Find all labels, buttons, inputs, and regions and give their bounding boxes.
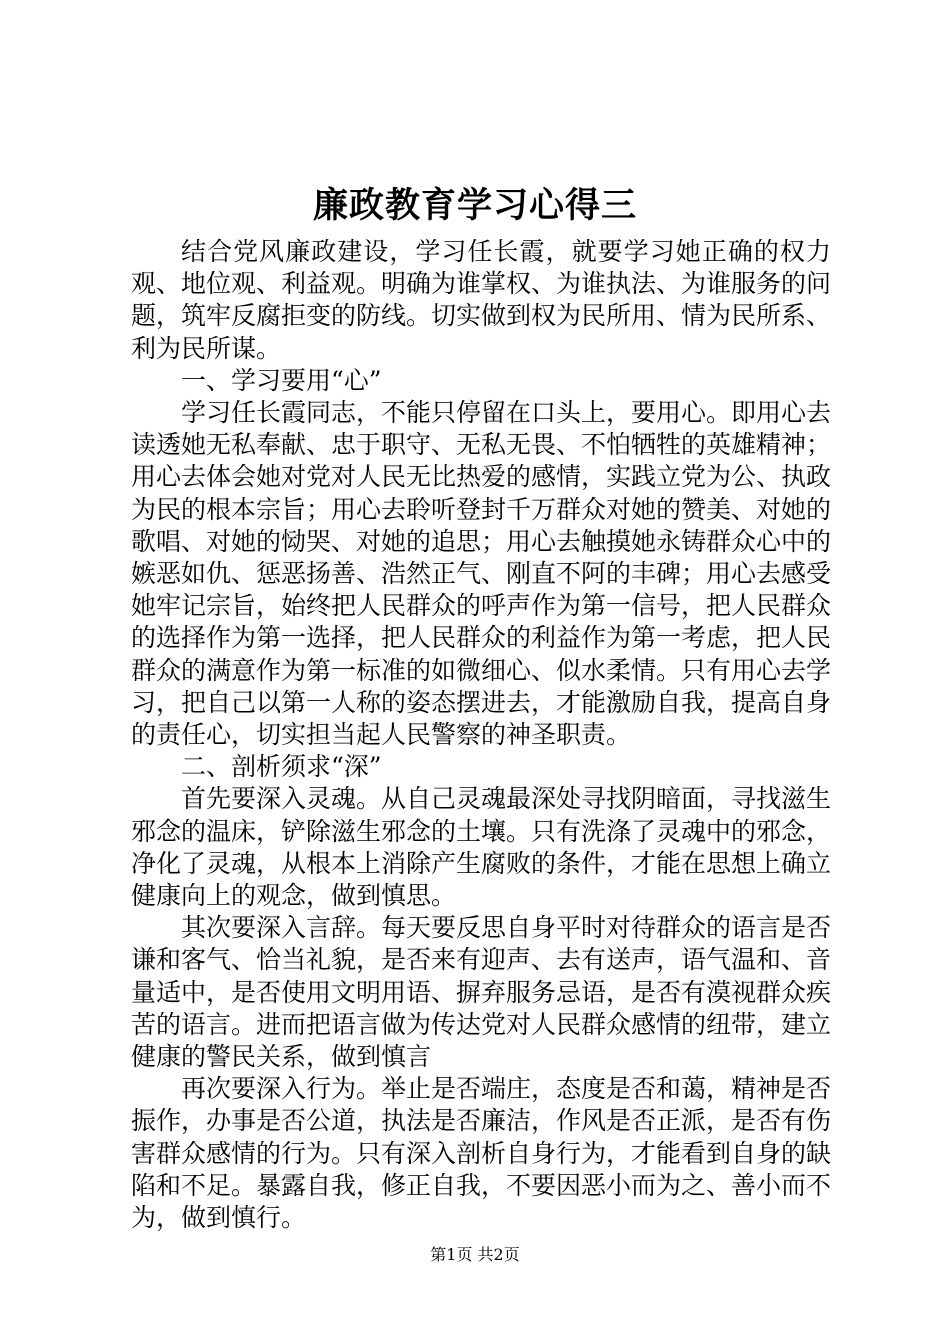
- page-footer: 第1页 共2页: [430, 1245, 520, 1264]
- document-title: 廉政教育学习心得三: [312, 185, 637, 226]
- paragraph-behavior: 再次要深入行为。举止是否端庄，态度是否和蔼，精神是否振作，办事是否公道，执法是否廉洁，作风是否正派，是否有伤害群众感情的行为。只有深入剖析自身行为，才能看到自身的缺陷和不足。暴露自我，修正自我，不要因恶小而为之、善小而不为，做到慎行。: [131, 1074, 832, 1233]
- paragraph-speech: 其次要深入言辞。每天要反思自身平时对待群众的语言是否谦和客气、恰当礼貌，是否来有迎声、去有送声，语气温和、音量适中，是否使用文明用语、摒弃服务忌语，是否有漠视群众疾苦的语言。进而把语言做为传达党对人民群众感情的纽带，建立健康的警民关系，做到慎言: [131, 913, 832, 1072]
- section-heading-2: 二、剖析须求“深”: [181, 752, 382, 782]
- document-body: [131, 236, 831, 1234]
- paragraph-intro: 结合党风廉政建设，学习任长霞，就要学习她正确的权力观、地位观、利益观。明确为谁掌权、为谁执法、为谁服务的问题，筑牢反腐拒变的防线。切实做到权为民所用、情为民所系、利为民所谋。: [131, 237, 832, 363]
- paragraph-soul: 首先要深入灵魂。从自己灵魂最深处寻找阴暗面，寻找滋生邪念的温床，铲除滋生邪念的土壤。只有洗涤了灵魂中的邪念，净化了灵魂，从根本上消除产生腐败的条件，才能在思想上确立健康向上的观念，做到慎思。: [131, 784, 832, 911]
- paragraph-section-1: 学习任长霞同志，不能只停留在口头上，要用心。即用心去读透她无私奉献、忠于职守、无私无畏、不怕牺牲的英雄精神；用心去体会她对党对人民无比热爱的感情，实践立党为公、执政为民的根本宗旨；用心去聆听登封千万群众对她的赞美、对她的歌唱、对她的恸哭、对她的追思；用心去触摸她永铸群众心中的嫉恶如仇、惩恶扬善、浩然正气、刚直不阿的丰碑；用心去感受她牢记宗旨，始终把人民群众的呼声作为第一信号，把人民群众的选择作为第一选择，把人民群众的利益作为第一考虑，把人民群众的满意作为第一标准的如微细心、似水柔情。只有用心去学习，把自己以第一人称的姿态摆进去，才能激励自我，提高自身的责任心，切实担当起人民警察的神圣职责。: [131, 398, 832, 750]
- section-heading-1: 一、学习要用“心”: [181, 365, 382, 395]
